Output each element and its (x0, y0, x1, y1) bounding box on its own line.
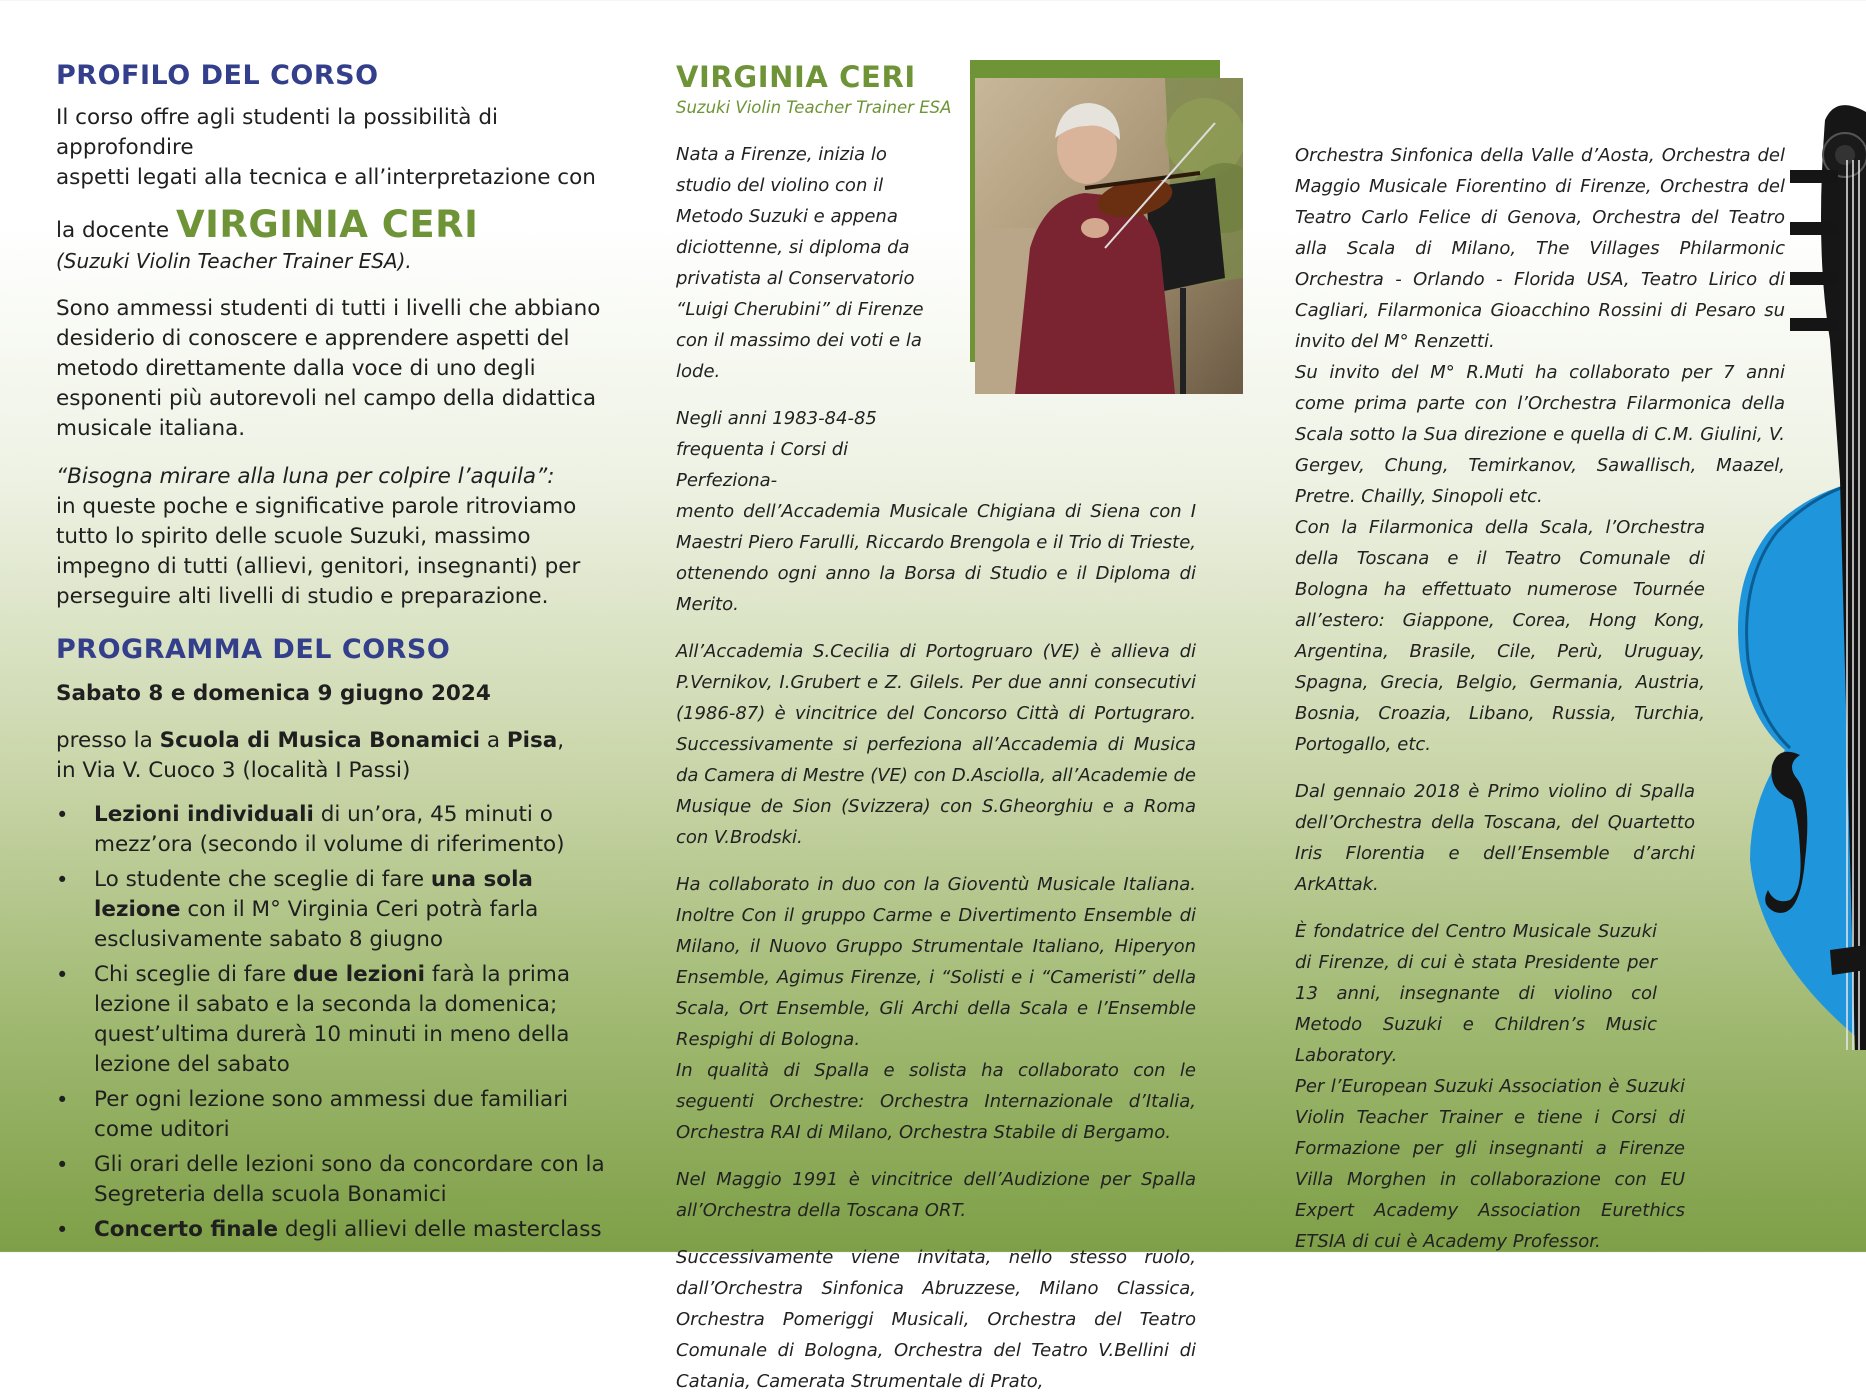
course-profile-column (56, 60, 616, 1250)
bio-paragraph: Nata a Firenze, inizia lo studio del violino con il Metodo Suzuki e appena diciottenne, si diploma da privatista al Conservatorio “Luigi Cherubini” di Firenze con il massimo dei voti e la lode. (676, 144, 924, 382)
intro-line-2: aspetti legati alla tecnica e all’interpretazione con (56, 165, 596, 190)
course-dates: Sabato 8 e domenica 9 giugno 2024 (56, 681, 491, 706)
list-item: • Concerto finale degli allievi delle masterclass (56, 1217, 602, 1242)
teacher-bio-name: VIRGINIA CERI (676, 60, 916, 94)
intro-line-1: Il corso offre agli studenti la possibilità di approfondire (56, 105, 498, 160)
list-item: • Lo studente che sceglie di fare una sola lezione con il M° Virginia Ceri potrà farla esclusivamente sabato 8 giugno (56, 867, 539, 952)
teacher-bio-subtitle: Suzuki Violin Teacher Trainer ESA (676, 98, 952, 117)
bio-paragraph: Per l’European Suzuki Association è Suzuki Violin Teacher Trainer e tiene i Corsi di Formazione per gli insegnanti a Firenze Villa Morghen in collaborazione con EU Expert Academy Association Eurethics ETSIA di cui è Academy Professor. (1295, 1076, 1685, 1252)
list-item: • Lezioni individuali di un’ora, 45 minuti o mezz’ora (secondo il volume di riferimento) (56, 802, 565, 857)
teacher-line (56, 203, 616, 246)
teacher-prefix: la docente (56, 218, 176, 243)
program-heading: PROGRAMMA DEL CORSO (56, 634, 451, 665)
bio-paragraph: All’Accademia S.Cecilia di Portogruaro (VE) è allieva di P.Vernikov, I.Grubert e Z. Gilels. Per due anni consecutivi (1986-87) è vincitrice del Concorso Città di Portugraro. Successivamente si perfeziona all’Accademia di Musica da Camera di Mestre (VE) con D.Asciolla, all’Academie de Musique de Sion (Svizzera) con S.Gheorghiu e a Roma con V.Brodski. (676, 641, 1196, 848)
quote-explanation: in queste poche e significative parole ritroviamo tutto lo spirito delle scuole Suzuki, massimo impegno di tutti (allievi, genitori, insegnanti) per perseguire alti livelli di studio e preparazione. (56, 494, 581, 609)
bio-paragraph: Successivamente viene invitata, nello stesso ruolo, dall’Orchestra Sinfonica Abruzzese, Milano Classica, Orchestra Pomeriggi Musicali, Orchestra del Teatro Comunale di Bologna, Orchestra del Teatro V.Bellini di Catania, Camerata Strumentale di Prato, (676, 1247, 1196, 1392)
teacher-title: (Suzuki Violin Teacher Trainer ESA). (56, 249, 412, 273)
bio-paragraph: In qualità di Spalla e solista ha collaborato con le seguenti Orchestre: Orchestra Internazionale d’Italia, Orchestra RAI di Milano, Orchestra Stabile di Bergamo. (676, 1060, 1196, 1143)
program-bullet-list (56, 800, 616, 1245)
list-item: • Chi sceglie di fare due lezioni farà la prima lezione il sabato e la seconda la domenica; quest’ultima durerà 10 minuti in meno della lezione del sabato (56, 962, 571, 1077)
list-item: • Per ogni lezione sono ammessi due familiari come uditori (56, 1087, 569, 1142)
bio-paragraph: Su invito del M° R.Muti ha collaborato per 7 anni come prima parte con l’Orchestra Filarmonica della Scala sotto la Sua direzione e quella di C.M. Giulini, V. Gergev, Chung, Temirkanov, Sawallisch, Maazel, Pretre. Chailly, Sinopoli etc. (1295, 362, 1785, 507)
admission-text: Sono ammessi studenti di tutti i livelli che abbiano desiderio di conoscere e apprendere aspetti del metodo direttamente dalla voce di uno degli esponenti più autorevoli nel campo della didattica musicale italiana. (56, 296, 601, 441)
list-item: • Gli orari delle lezioni sono da concordare con la Segreteria della scuola Bonamici (56, 1152, 605, 1207)
violin-icon (1600, 100, 1866, 1050)
bio-paragraph: Con la Filarmonica della Scala, l’Orchestra della Toscana e il Teatro Comunale di Bologna ha effettuato numerose Tournée all’estero: Giappone, Corea, Hong Kong, Argentina, Brasile, Cile, Perù, Uruguay, Spagna, Grecia, Belgio, Germania, Austria, Bosnia, Croazia, Libano, Russia, Turchia, Portogallo, etc. (1295, 517, 1705, 755)
bio-paragraph: Nel Maggio 1991 è vincitrice dell’Audizione per Spalla all’Orchestra della Toscana ORT. (676, 1169, 1196, 1221)
school-name: Scuola di Musica Bonamici (159, 728, 481, 753)
location-line: presso la Scuola di Musica Bonamici a Pisa, (56, 728, 565, 753)
bio-paragraph: Negli anni 1983-84-85 frequenta i Corsi di Perfeziona- (676, 408, 877, 491)
bio-paragraph: Dal gennaio 2018 è Primo violino di Spalla dell’Orchestra della Toscana, del Quartetto Iris Florentia e dell’Ensemble d’archi ArkAttak. (1295, 781, 1695, 895)
profile-heading: PROFILO DEL CORSO (56, 60, 379, 91)
city-name: Pisa (506, 728, 558, 753)
bio-paragraph: mento dell’Accademia Musicale Chigiana di Siena con I Maestri Piero Farulli, Riccardo Brengola e il Trio di Trieste, ottenendo ogni anno la Borsa di Studio e il Diploma di Merito. (676, 501, 1196, 615)
suzuki-quote: “Bisogna mirare alla luna per colpire l’aquila”: (56, 464, 555, 489)
teacher-name: VIRGINIA CERI (175, 203, 479, 246)
bio-paragraph: È fondatrice del Centro Musicale Suzuki di Firenze, di cui è stata Presidente per 13 anni, insegnante di violino col Metodo Suzuki e Children’s Music Laboratory. (1295, 921, 1657, 1066)
teacher-bio-column (676, 60, 1196, 1397)
address-line: in Via V. Cuoco 3 (località I Passi) (56, 758, 411, 783)
bio-paragraph: Ha collaborato in duo con la Gioventù Musicale Italiana. Inoltre Con il gruppo Carme e Divertimento Ensemble di Milano, il Nuovo Gruppo Strumentale Italiano, Hiperyon Ensemble, Agimus Firenze, i “Solisti e i “Cameristi” della Scala, Ort Ensemble, Gli Archi della Scala e l’Ensemble Respighi di Bologna. (676, 874, 1196, 1050)
bio-paragraph: Orchestra Sinfonica della Valle d’Aosta, Orchestra del Maggio Musicale Fiorentino di Firenze, Orchestra del Teatro Carlo Felice di Genova, Orchestra del Teatro alla Scala di Milano, The Villages Philarmonic Orchestra - Orlando - Florida USA, Teatro Lirico di Cagliari, Filarmonica Gioacchino Rossini di Pesaro su invito del M° Renzetti. (1295, 145, 1785, 352)
